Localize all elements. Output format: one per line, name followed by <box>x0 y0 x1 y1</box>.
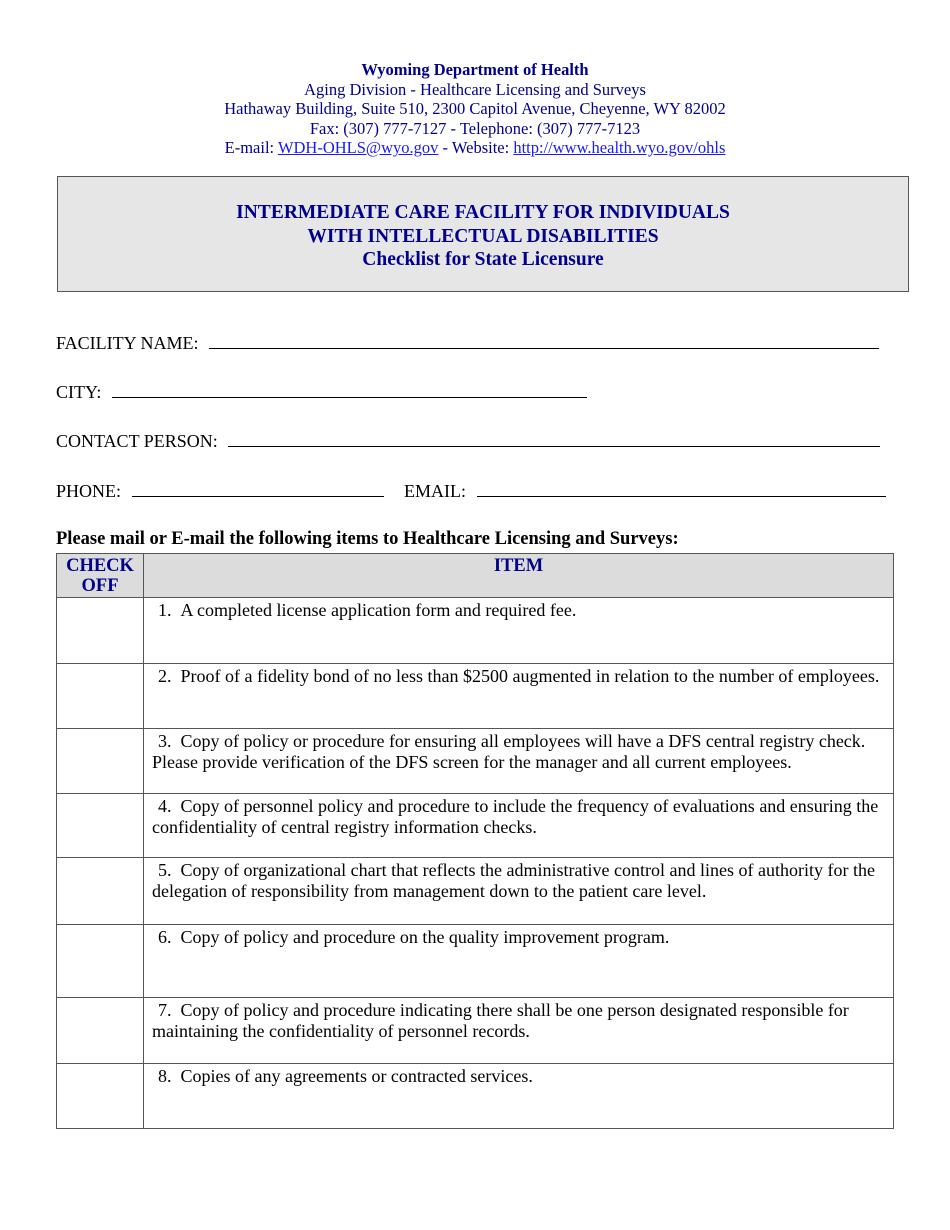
title-line-2: WITH INTELLECTUAL DISABILITIES <box>307 225 659 247</box>
check-off-cell[interactable] <box>57 1064 144 1129</box>
check-off-cell[interactable] <box>57 729 144 794</box>
table-row <box>57 858 894 925</box>
item-cell <box>144 598 894 664</box>
item-number: 3. <box>158 731 172 751</box>
item-number: 4. <box>158 796 172 816</box>
instructions: Please mail or E-mail the following items to Healthcare Licensing and Surveys: <box>56 529 679 549</box>
item-text: A completed license application form and required fee. <box>180 600 577 620</box>
item-number: 1. <box>158 600 172 620</box>
item-text: Copy of policy or procedure for ensuring all employees will have a DFS central registry check. Please provide verification of the DFS screen for the manager and all current employees. <box>152 731 866 772</box>
contact-links <box>0 138 950 158</box>
check-off-header <box>57 554 144 598</box>
facility-name-field[interactable] <box>209 332 879 349</box>
website-link[interactable]: http://www.health.wyo.gov/ohls <box>513 138 726 157</box>
email-link[interactable]: WDH-OHLS@wyo.gov <box>277 138 439 157</box>
letterhead <box>0 60 950 158</box>
item-cell <box>144 664 894 729</box>
city-label: CITY: <box>56 382 102 402</box>
check-off-cell[interactable] <box>57 794 144 858</box>
facility-name-label: FACILITY NAME: <box>56 333 199 353</box>
item-text: Copy of policy and procedure on the quality improvement program. <box>180 927 670 947</box>
address: Hathaway Building, Suite 510, 2300 Capitol Avenue, Cheyenne, WY 82002 <box>224 99 726 118</box>
check-off-cell[interactable] <box>57 925 144 998</box>
check-header-line-2: OFF <box>81 576 119 596</box>
phone-label: PHONE: <box>56 481 122 501</box>
table-header-row <box>57 554 894 598</box>
item-text: Proof of a fidelity bond of no less than $2500 augmented in relation to the number of employees. <box>180 666 880 686</box>
item-number: 2. <box>158 666 172 686</box>
title-line-3: Checklist for State Licensure <box>362 249 604 270</box>
check-off-cell[interactable] <box>57 858 144 925</box>
item-number: 8. <box>158 1066 172 1086</box>
phone-field[interactable] <box>132 480 384 497</box>
table-row <box>57 729 894 794</box>
table-row <box>57 664 894 729</box>
title-line-1: INTERMEDIATE CARE FACILITY FOR INDIVIDUALS <box>236 202 730 223</box>
item-cell <box>144 998 894 1064</box>
city-row <box>56 381 587 403</box>
contact-person-row <box>56 430 880 452</box>
check-off-cell[interactable] <box>57 998 144 1064</box>
item-text: Copies of any agreements or contracted services. <box>180 1066 533 1086</box>
item-text: Copy of organizational chart that reflects the administrative control and lines of authority for the delegation of responsibility from management down to the patient care level. <box>152 860 875 901</box>
email-label: E-mail: <box>224 138 278 157</box>
contact-person-field[interactable] <box>228 430 880 447</box>
item-number: 7. <box>158 1000 172 1020</box>
phone-email-row <box>56 480 886 502</box>
item-cell <box>144 729 894 794</box>
check-off-cell[interactable] <box>57 598 144 664</box>
item-cell <box>144 1064 894 1129</box>
email-field-label: EMAIL: <box>404 481 467 501</box>
division-name: Aging Division - Healthcare Licensing and Surveys <box>304 79 646 99</box>
item-cell <box>144 858 894 925</box>
table-row <box>57 998 894 1064</box>
table-row <box>57 598 894 664</box>
table-row <box>57 925 894 998</box>
contact-person-label: CONTACT PERSON: <box>56 431 218 451</box>
table-row <box>57 794 894 858</box>
check-header-line-1: CHECK <box>66 556 134 576</box>
item-text: Copy of personnel policy and procedure to include the frequency of evaluations and ensuring the confidentiality of central registry information checks. <box>152 796 879 837</box>
org-name: Wyoming Department of Health <box>361 60 589 79</box>
item-number: 6. <box>158 927 172 947</box>
item-number: 5. <box>158 860 172 880</box>
item-header: ITEM <box>144 554 894 598</box>
item-cell <box>144 925 894 998</box>
title-box <box>57 176 909 292</box>
facility-name-row <box>56 332 879 354</box>
check-off-cell[interactable] <box>57 664 144 729</box>
item-cell <box>144 794 894 858</box>
item-text: Copy of policy and procedure indicating there shall be one person designated responsible for maintaining the confidentiality of personnel records. <box>152 1000 849 1041</box>
email-field[interactable] <box>477 480 886 497</box>
table-row <box>57 1064 894 1129</box>
checklist-table <box>56 553 894 1129</box>
city-field[interactable] <box>112 381 587 398</box>
website-label: - Website: <box>438 138 514 157</box>
fax-phone: Fax: (307) 777-7127 - Telephone: (307) 777-7123 <box>309 118 641 138</box>
